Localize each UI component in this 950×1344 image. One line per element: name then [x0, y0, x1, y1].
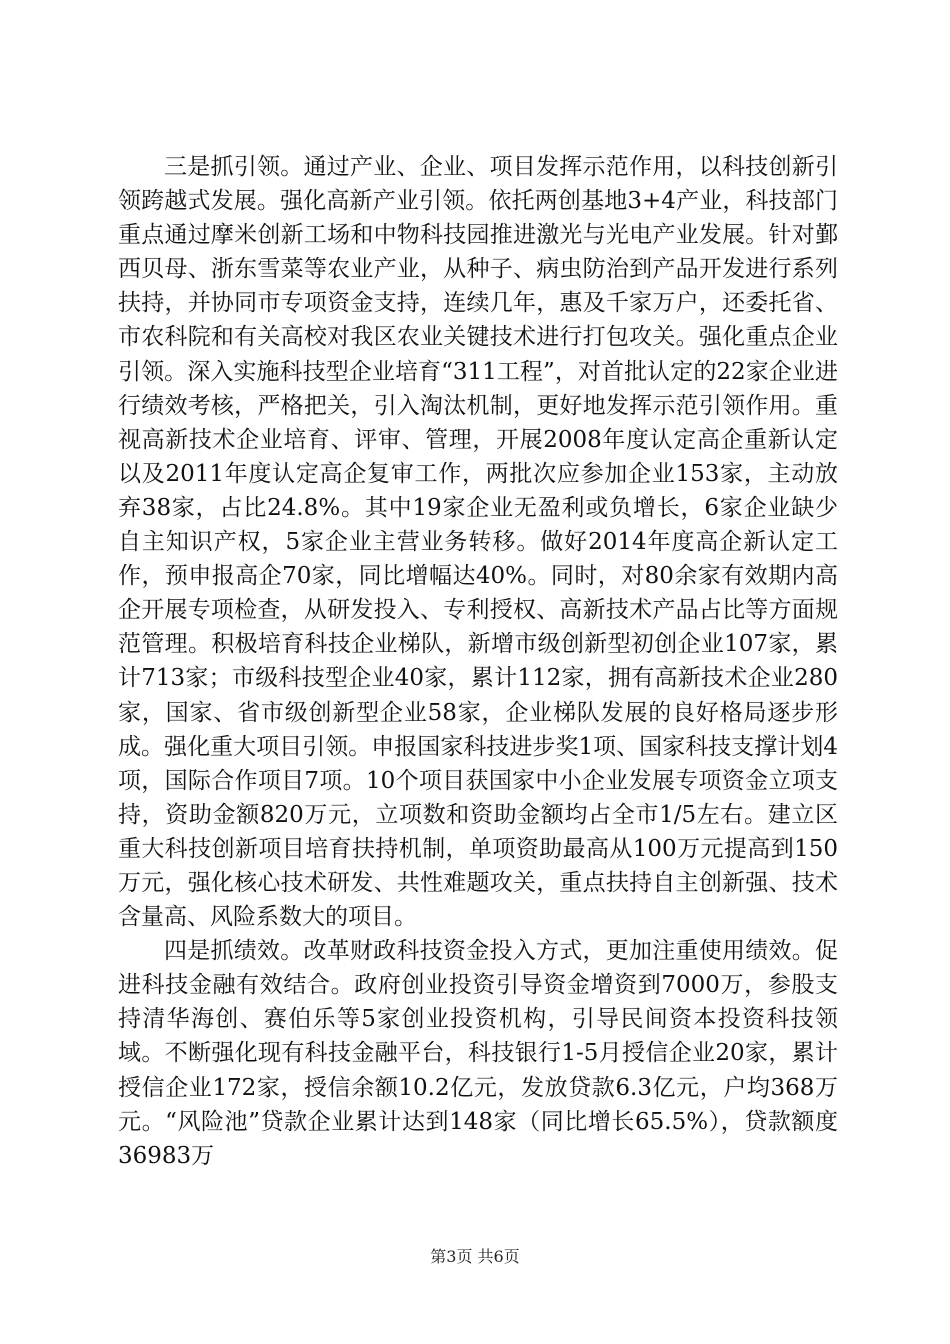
- paragraph-san-shi-zhua-yin-ling: 三是抓引领。通过产业、企业、项目发挥示范作用，以科技创新引领跨越式发展。强化高新产业引领。依托两创基地3+4产业，科技部门重点通过摩米创新工场和中物科技园推进激光与光电产业发展。针对鄞西贝母、浙东雪菜等农业产业，从种子、病虫防治到产品开发进行系列扶持，并协同市专项资金支持，连续几年，惠及千家万户，还委托省、市农科院和有关高校对我区农业关键技术进行打包攻关。强化重点企业引领。深入实施科技型企业培育“311工程”，对首批认定的22家企业进行绩效考核，严格把关，引入淘汰机制，更好地发挥示范引领作用。重视高新技术企业培育、评审、管理，开展2008年度认定高企重新认定以及2011年度认定高企复审工作，两批次应参加企业153家，主动放弃38家，占比24.8%。其中19家企业无盈利或负增长，6家企业缺少自主知识产权，5家企业主营业务转移。做好2014年度高企新认定工作，预申报高企70家，同比增幅达40%。同时，对80余家有效期内高企开展专项检查，从研发投入、专利授权、高新技术产品占比等方面规范管理。积极培育科技企业梯队，新增市级创新型初创企业107家，累计713家；市级科技型企业40家，累计112家，拥有高新技术企业280家，国家、省市级创新型企业58家，企业梯队发展的良好格局逐步形成。强化重大项目引领。申报国家科技进步奖1项、国家科技支撑计划4项，国际合作项目7项。10个项目获国家中小企业发展专项资金立项支持，资助金额820万元，立项数和资助金额均占全市1/5左右。建立区重大科技创新项目培育扶持机制，单项资助最高从100万元提高到150万元，强化核心技术研发、共性难题攻关，重点扶持自主创新强、技术含量高、风险系数大的项目。: [118, 154, 838, 931]
- paragraph-si-shi-zhua-ji-xiao: 四是抓绩效。改革财政科技资金投入方式，更加注重使用绩效。促进科技金融有效结合。政府创业投资引导资金增资到7000万，参股支持清华海创、赛伯乐等5家创业投资机构，引导民间资本投资科技领域。不断强化现有科技金融平台，科技银行1-5月授信企业20家，累计授信企业172家，授信余额10.2亿元，发放贷款6.3亿元，户均368万元。“风险池”贷款企业累计达到148家（同比增长65.5%），贷款额度36983万: [118, 938, 838, 1169]
- document-body: [118, 150, 838, 1173]
- page-footer: 第3页 共6页: [430, 1247, 520, 1266]
